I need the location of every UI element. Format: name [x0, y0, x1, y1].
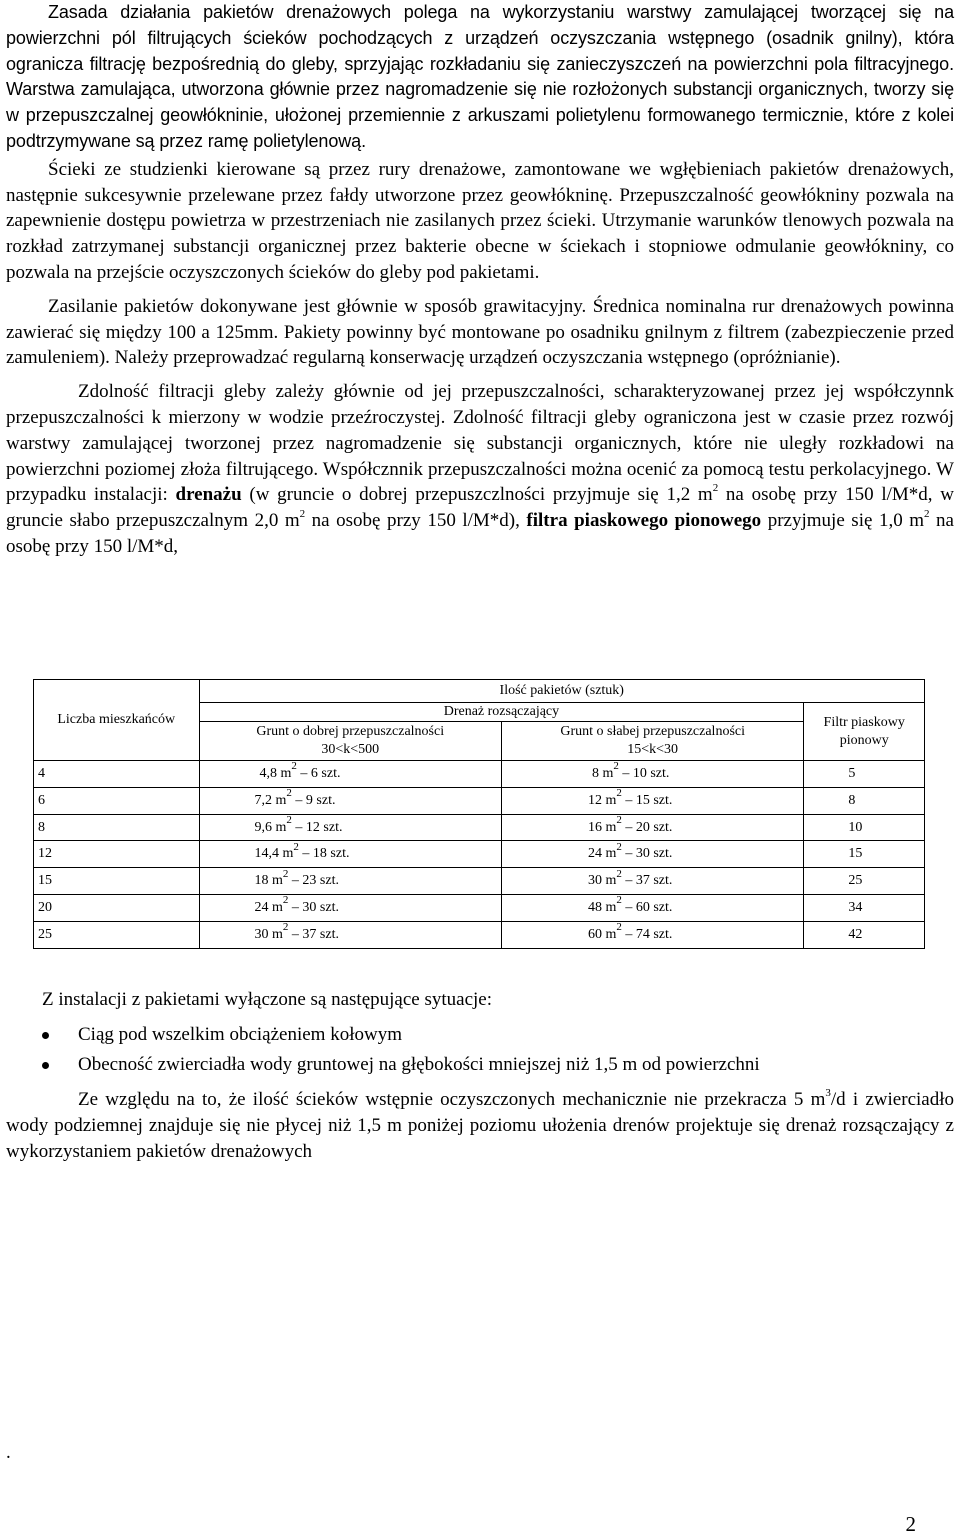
cell-residents: 4 — [34, 761, 200, 788]
header-poor-soil-range: 15<k<30 — [501, 740, 803, 761]
cell-poor-soil-area: 24 m — [587, 846, 617, 862]
cell-good-soil-sup: 2 — [282, 921, 289, 934]
header-poor-soil: Grunt o słabej przepuszczalności — [501, 722, 803, 741]
cell-good-soil-area: 9,6 m — [254, 819, 287, 835]
filtration-text-b: (w gruncie o dobrej przepuszczlności przyjmuje się 1,2 m — [241, 484, 713, 506]
conclusion-text-a: Ze względu na to, że ilość ścieków wstępnie oczyszczonych mechanicznie nie przekracza 5 m — [78, 1089, 826, 1110]
paragraph-conclusion — [6, 1087, 954, 1165]
cell-residents: 20 — [34, 894, 200, 921]
filtration-bold-sand-filter: filtra piaskowego pionowego — [526, 510, 762, 532]
header-package-count: Ilość pakietów (sztuk) — [199, 680, 924, 703]
cell-poor-soil-sup: 2 — [616, 787, 622, 800]
cell-poor-soil-area: 60 m — [587, 926, 617, 942]
cell-poor-soil-count: – 60 szt. — [621, 899, 673, 915]
cell-residents: 15 — [34, 868, 200, 895]
header-drain: Drenaż rozsączający — [199, 703, 804, 722]
cell-sand-filter: 8 — [804, 787, 925, 814]
cell-residents: 12 — [34, 841, 200, 868]
paragraph-principle-part-b: Warstwa zamulająca, utworzona głównie przez nagromadzenie się nie rozłożonych substancji organicznych, tworzy się w przepuszczalnej geowłókninie, ułożonej przemiennie z arkuszami polietylenu formowanego termicznie, które z kolei podtrzymywane są przez ramę polietylenową. — [6, 79, 954, 151]
paragraph-feeding: Zasilanie pakietów dokonywane jest głównie w sposób grawitacyjny. Średnica nominalna rur drenażowych powinna zawierać się między 100 a 125mm. Pakiety powinny być montowane po osadniku gnilnym z filtrem (zabezpieczenie przed zamuleniem). Należy przeprowadzać regularną konserwację urządzeń oczyszczania wstępnego (opróżnianie). — [6, 295, 954, 369]
cell-sand-filter: 5 — [804, 761, 925, 788]
cell-good-soil-count: – 23 szt. — [288, 873, 339, 889]
cell-poor-soil — [501, 787, 803, 814]
cell-poor-soil-count: – 30 szt. — [621, 846, 673, 862]
cell-poor-soil-sup: 2 — [616, 894, 622, 907]
cell-good-soil-area: 30 m — [254, 926, 283, 942]
cell-good-soil-count: – 6 szt. — [296, 766, 341, 781]
cell-good-soil — [199, 894, 501, 921]
filtration-bold-drainage: drenażu — [175, 484, 242, 506]
header-good-soil-range: 30<k<500 — [199, 740, 501, 761]
cell-poor-soil-area: 48 m — [587, 899, 617, 915]
header-residents: Liczba mieszkańców — [34, 680, 200, 761]
table-row — [34, 921, 925, 948]
cell-poor-soil — [501, 814, 803, 841]
cell-poor-soil — [501, 921, 803, 948]
cell-residents: 8 — [34, 814, 200, 841]
cell-sand-filter: 42 — [804, 921, 925, 948]
cell-good-soil-area: 14,4 m — [254, 846, 294, 862]
paragraph-wastewater-flow: Ścieki ze studzienki kierowane są przez rury drenażowe, zamontowane we wgłębieniach pakietów drenażowych, następnie sukcesywnie przelewane przez fałdy utworzone przez geowłókninę. Przepuszczalność geowłókniny pozwala na zapewnienie dostępu powietrza w przestrzeniach nie zasilanych przez ścieki. Utrzymanie warunków tlenowych pozwala na rozkład zatrzymanej substancji organicznej przez bakterie obecne w ściekach i stopniowe odmulanie geowłókniny, co pozwala na przejście oczyszczonych ścieków do gleby pod pakietami. — [6, 158, 954, 283]
cell-good-soil-area: 24 m — [254, 899, 283, 915]
cell-sand-filter: 25 — [804, 868, 925, 895]
filtration-text-d: na osobę przy 150 l/M*d), — [305, 510, 527, 532]
cell-good-soil-sup: 2 — [282, 894, 289, 907]
filtration-text-a: Zdolność filtracji gleby zależy głównie od jej przepuszczalności, scharakteryzowanej przez jej współczynnk przepuszczalności k mierzony w wodzie przeźroczystej. Zdolność filtracji gleby ograniczona jest w czasie przez rozwój warstwy zamulającej tworzonej przez nagromadzenie się substancji organicznych, które nie uległy rozkładowi na powierzchni poziomej złoża filtrującego. Współcznnik przepuszczalności można ocenić za pomocą testu perkolacyjnego. W przypadku instalacji: — [6, 381, 954, 506]
cell-good-soil-area: 4,8 m — [259, 766, 292, 781]
cell-good-soil — [199, 814, 501, 841]
cell-poor-soil-sup: 2 — [613, 760, 619, 773]
cell-good-soil-count: – 18 szt. — [298, 846, 350, 862]
cell-poor-soil-area: 12 m — [587, 792, 617, 808]
cell-poor-soil-count: – 15 szt. — [621, 792, 673, 808]
table-row — [34, 761, 925, 788]
filtration-text-f: na osobę przy 150 l/M*d, — [6, 510, 954, 557]
header-good-soil: Grunt o dobrej przepuszczalności — [199, 722, 501, 741]
package-count-table-wrapper — [33, 679, 925, 949]
bullet-icon — [42, 1032, 49, 1039]
cell-good-soil-sup: 2 — [286, 787, 292, 800]
cell-good-soil-area: 18 m — [254, 873, 283, 889]
list-item-text: Ciąg pod wszelkim obciążeniem kołowym — [78, 1023, 402, 1045]
cell-poor-soil-sup: 2 — [616, 867, 622, 880]
table-row — [34, 841, 925, 868]
cell-good-soil — [199, 841, 501, 868]
cell-good-soil-sup: 2 — [291, 760, 297, 773]
cell-sand-filter: 34 — [804, 894, 925, 921]
cell-poor-soil-count: – 20 szt. — [621, 819, 673, 835]
cell-residents: 6 — [34, 787, 200, 814]
cell-good-soil-sup: 2 — [293, 840, 299, 853]
list-item-text: Obecność zwierciadła wody gruntowej na głębokości mniejszej niż 1,5 m od powierzchni — [78, 1053, 760, 1075]
conclusion-sup: 3 — [825, 1086, 831, 1099]
cell-poor-soil-sup: 2 — [616, 921, 622, 934]
filtration-sup-c: 2 — [924, 507, 930, 520]
cell-poor-soil-count: – 37 szt. — [621, 873, 673, 889]
table-row — [34, 787, 925, 814]
exclusions-list — [6, 1020, 954, 1080]
page-number: 2 — [905, 1512, 916, 1536]
cell-poor-soil-area: 8 m — [591, 766, 614, 781]
cell-good-soil — [199, 921, 501, 948]
table-row — [34, 894, 925, 921]
paragraph-filtration — [6, 379, 954, 560]
paragraph-principle — [6, 0, 954, 155]
stray-dot: . — [6, 1442, 11, 1463]
cell-good-soil-count: – 12 szt. — [291, 819, 343, 835]
cell-poor-soil-area: 16 m — [587, 819, 617, 835]
filtration-text-c: na osobę przy 150 l/M*d, w gruncie słabo przepuszczalnym 2,0 m — [6, 484, 954, 532]
filtration-sup-b: 2 — [299, 507, 306, 520]
cell-good-soil-count: – 37 szt. — [288, 926, 339, 942]
cell-poor-soil — [501, 894, 803, 921]
package-count-table — [33, 679, 925, 949]
filtration-text-e: przyjmuje się 1,0 m — [761, 510, 925, 532]
table-body — [34, 761, 925, 949]
filtration-sup-a: 2 — [712, 482, 719, 495]
cell-poor-soil-sup: 2 — [616, 813, 622, 826]
cell-good-soil-area: 7,2 m — [254, 792, 287, 808]
cell-good-soil — [199, 868, 501, 895]
bullet-icon — [42, 1062, 49, 1069]
list-item — [6, 1050, 954, 1080]
table-row — [34, 814, 925, 841]
table-row — [34, 868, 925, 895]
cell-poor-soil-area: 30 m — [587, 873, 617, 889]
exclusions-intro: Z instalacji z pakietami wyłączone są następujące sytuacje: — [42, 989, 492, 1010]
cell-good-soil — [199, 761, 501, 788]
cell-good-soil-sup: 2 — [282, 867, 289, 880]
cell-poor-soil-count: – 10 szt. — [618, 766, 670, 781]
paragraph-principle-part-a: Zasada działania pakietów drenażowych polega na wykorzystaniu warstwy zamulającej tworzącej się na powierzchni pól filtrujących ścieków pochodzących z urządzeń oczyszczania wstępnego (osadnik gnilny), która ogranicza filtrację bezpośrednią do gleby, sprzyjając rozkładaniu się zanieczyszczeń na powierzchni pola filtracyjnego. — [6, 2, 954, 74]
cell-poor-soil — [501, 868, 803, 895]
cell-poor-soil-count: – 74 szt. — [621, 926, 673, 942]
exclusions-section — [6, 987, 954, 1080]
cell-poor-soil — [501, 841, 803, 868]
conclusion-text-b: /d i zwierciadło wody podziemnej znajduje się nie płycej niż 1,5 m poniżej poziomu ułożenia drenów projektuje się drenaż rozsączający z wykorzystaniem pakietów drenażowych — [6, 1089, 954, 1162]
cell-poor-soil — [501, 761, 803, 788]
cell-sand-filter: 15 — [804, 841, 925, 868]
cell-sand-filter: 10 — [804, 814, 925, 841]
cell-residents: 25 — [34, 921, 200, 948]
table-header-row-1 — [34, 680, 925, 703]
list-item — [6, 1020, 954, 1050]
cell-good-soil-count: – 30 szt. — [288, 899, 339, 915]
cell-good-soil-sup: 2 — [286, 813, 292, 826]
header-sand-filter: Filtr piaskowy pionowy — [804, 703, 925, 761]
cell-good-soil — [199, 787, 501, 814]
cell-good-soil-count: – 9 szt. — [291, 792, 336, 808]
cell-poor-soil-sup: 2 — [616, 840, 622, 853]
